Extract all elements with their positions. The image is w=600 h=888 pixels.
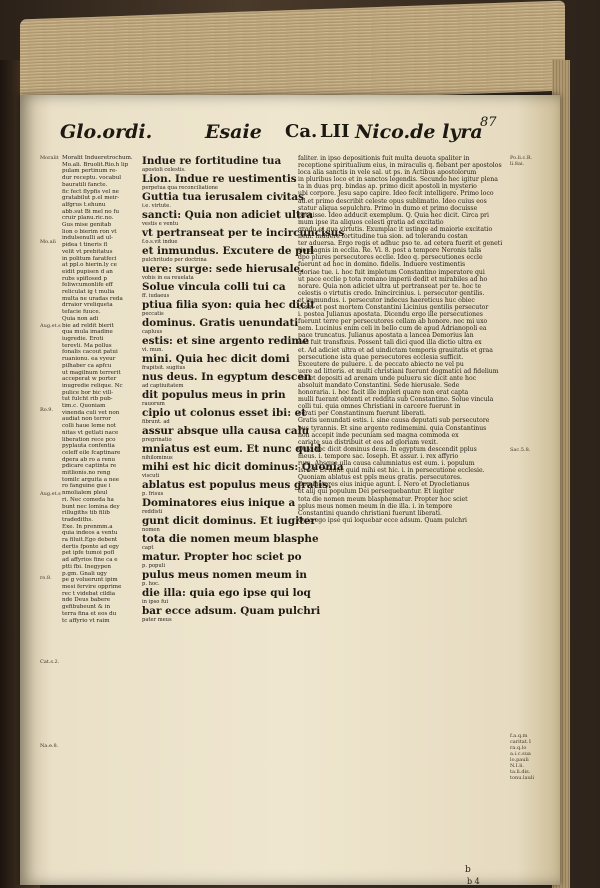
signature-mark-2: b 4 <box>467 877 480 886</box>
gloss-line: cruir planu.ric.no. <box>62 215 114 222</box>
margin-note: Cat.s.2. <box>40 659 60 665</box>
gloss-line: lion o bierim ron vt <box>62 228 117 235</box>
commentary-line: Israel. Et nunc quid mihi est hic. i. in persecutione ecclesie. <box>298 467 485 475</box>
bible-line: nus deus. In egyptum descen <box>142 371 312 383</box>
commentary-line: posuisse. Ideo adducit exemplum. Q. Quia hec dicit. Circa pri <box>298 211 489 219</box>
margin-note: f.a.q.m <box>510 733 528 739</box>
gloss-line: terevli. Ma pollus <box>62 342 112 349</box>
commentary-line: statur aliqua sepulchra. Primo in dumo et primo docuisse <box>298 204 478 212</box>
gloss-line: qua mula imadine <box>62 329 113 336</box>
commentary-line: gloriae tue. i. hoc fuit impletum Constantino imperatore qui <box>298 268 485 276</box>
interlinear-gloss-line: p. frisus <box>142 491 164 497</box>
margin-note: ro.8. <box>40 575 52 581</box>
gloss-line: terra fina et eos du <box>62 610 117 617</box>
margin-note: ra.q.lo <box>510 745 527 751</box>
gloss-line: mitlionis.no reng <box>62 470 111 477</box>
gloss-line: ri. Nec comeda ha <box>62 496 114 503</box>
bible-line: ptiua filia syon: quia hec dicit <box>142 299 316 311</box>
gloss-line: multa ne uradas reda <box>62 295 123 302</box>
interlinear-gloss-line: pregrinatio <box>142 437 172 443</box>
gloss-line: feliwcumonlife eff <box>62 282 113 289</box>
commentary-line: in pluribus loco et in sanctos legendis. Secundo hec igitur plena <box>298 176 498 184</box>
commentary-line: nem. Lucinius enim celi in bello cum de apud Adrianopoli ea <box>298 325 487 333</box>
bible-line: sancti: Quia non adiciet ultra <box>142 209 313 221</box>
interlinear-gloss-line: reddisti <box>142 509 163 515</box>
gloss-line: ruanionu. ea vyeur <box>62 356 116 363</box>
commentary-line: Quia hec dicit dominus deus. In egyptum descendit pplus <box>298 445 477 453</box>
interlinear-gloss-line: nihilominus <box>142 455 173 461</box>
bible-line: Guttia tua ierusalem civitas <box>142 191 305 203</box>
header-chapter-label: Ca. <box>285 121 318 142</box>
commentary-line: colli tui. quia omnes Christiani in carcere fuerunt in <box>298 403 461 411</box>
margin-notes-right <box>510 135 555 781</box>
commentary-line: honoraria. i. hoc facit ille impleri quare non erat capta <box>298 389 469 397</box>
gloss-line: dpera ab ro a renu <box>62 456 116 463</box>
gloss-line: ro fanguine gue i <box>62 483 111 490</box>
gloss-line: bunt nec lomina dey <box>62 503 120 510</box>
margin-note: caritat.1 <box>510 739 532 745</box>
commentary-line: faliter. in ipso depositionis fuit multa deuota spaliter in <box>298 155 470 162</box>
gloss-line: tefacie fuuce. <box>62 309 101 316</box>
bible-line: pulus meus nomen meum in <box>142 569 307 581</box>
gloss-line: vinenda culi vet non <box>62 409 120 416</box>
interlinear-gloss-line: capt <box>142 545 154 551</box>
gloss-line: tomilc arguita a nee <box>62 476 120 483</box>
margin-note: Po.li.c.R. <box>510 155 533 161</box>
interlinear-gloss-line: vi. mun. <box>142 347 164 353</box>
gloss-line: p.gm. Gnali ugy <box>62 570 107 577</box>
gloss-line: liberation rece pco <box>62 436 116 443</box>
gloss-line: at ppl.o hierin.ly ce <box>62 262 117 269</box>
margin-note: Na.e.8. <box>40 743 59 749</box>
commentary-line: tio magnis in ecclia. Re. Vi. 8. post a tempore Neronis talis <box>298 247 482 255</box>
interlinear-gloss-line: nomen <box>142 527 160 533</box>
bible-line: Solue vincula colli tui ca <box>142 281 286 293</box>
bible-line: vt pertranseat per te incircuncisus <box>142 227 345 239</box>
margin-note: li.8ai. <box>510 161 525 167</box>
commentary-line: bus tyrannis. Et sine argento redimemini. quia Constantinus <box>298 424 487 432</box>
commentary-line: mum ipse ita aliquos celesti gratia ad excitatio <box>298 218 444 226</box>
interlinear-gloss-line: peccatis <box>142 311 164 317</box>
commentary-line: gradu et qua virtutis. Exumplac it ustinge ad maiorie excitatio <box>298 225 493 233</box>
commentary-line: rum. Absque ulla causa calumniatus est eum. i. populum <box>298 460 475 468</box>
commentary-line: Dominatores eius inique agunt. i. Nero et Dyocletianus <box>298 481 470 489</box>
header-gloss-ordinaria: Glo.ordi. <box>60 121 153 143</box>
commentary-line: ad.et primo describit celeste opus sublimatio. Ideo cuius eos <box>298 197 487 205</box>
signature-mark: b <box>465 865 471 875</box>
gloss-line: ut magilnum terrerit <box>62 369 121 376</box>
header-chapter-number: LII <box>320 121 350 142</box>
margin-note: Sac.5.8. <box>510 447 531 453</box>
commentary-line: loca alia sanctis in vele sal. ut ps. in Actibus apostolorum <box>298 169 477 177</box>
commentary-line: ta in duas prq. bindas ap. primo dicit apostoli in mysterio <box>298 183 477 191</box>
gloss-line: pulice bor bic vill- <box>62 389 114 396</box>
commentary-line: et. Ad adiciet ultra et ad uindictam temporis grauitatis et graa <box>298 346 493 354</box>
margin-note: Mo.ali <box>40 239 56 245</box>
commentary-line: dei et depositi ad arenam unde pulueru sic dicit ante hoc <box>298 374 477 382</box>
margin-note: a.i.c.sua <box>510 751 531 757</box>
gloss-line: iugredie. Eroti <box>62 335 104 342</box>
gloss-line: velit vt prebitatus <box>62 248 113 255</box>
gloss-line: eidit pupisen d an <box>62 268 113 275</box>
gloss-line: tradediths. <box>62 516 94 523</box>
gloss-line: tc affyrio vt raim <box>62 617 110 624</box>
interlinear-gloss-line: perpetua qua reconciliatione <box>142 185 219 191</box>
commentary-line: Gratis uenundati estis. i. sine causa deputati sub persecutore <box>298 417 490 425</box>
column-lyra-commentary <box>298 155 503 524</box>
margin-note: lo.pauli <box>510 757 529 763</box>
gloss-line: mesi fervire opprime <box>62 584 122 590</box>
gloss-line: Moralit Indueretrochum. <box>62 155 133 161</box>
gloss-line: abb.sut Bi mel no fu <box>62 208 120 215</box>
gloss-line: rillugiths tib filib <box>62 510 110 517</box>
gloss-line: Quia non adi <box>62 315 99 322</box>
gloss-line: Mo.ali. Bruolit.Rio.h lip <box>62 161 129 168</box>
bible-line: mihi est hic dicit dominus: Quonia <box>142 461 344 473</box>
gloss-line: colli haue leme not <box>62 423 116 430</box>
gloss-line: ra filuit.Ego debent <box>62 537 118 544</box>
commentary-line: ubi corpore. Jesu sapo capire. Ideo fecit intelligere. Primo loco <box>298 190 494 198</box>
gloss-line: rubs spiflosed p <box>62 275 107 282</box>
commentary-line: Quoniam ablatus est ppls meus gratis. persecutores. <box>298 474 462 482</box>
gloss-line: pet ipfe tumoi pofl <box>62 550 115 557</box>
commentary-line: fuerunt terre per persecutores cellam ab honore. nec mi uxo <box>298 318 488 326</box>
gloss-line: bauratili fancte. <box>62 181 108 188</box>
bible-line: dit populus meus in prin <box>142 389 286 401</box>
gloss-line: nmolialem pleul <box>62 490 108 497</box>
gloss-line: inugredie relique. Nc <box>62 382 123 389</box>
commentary-line: uere ad litteris. et multi christiani fuerunt dogmatici ad fidelium <box>298 367 499 375</box>
bible-line: assur absque ulla causa calu <box>142 425 310 437</box>
gloss-line: dertis fponte ad egy <box>62 543 119 550</box>
gloss-line: pe g voluerunt ipim <box>62 577 118 584</box>
commentary-line: persecutione ista quae persecutores ecclesia sufficit. <box>298 353 464 361</box>
commentary-line: non accepit inde pecuniam sed magna commoda ex <box>298 431 459 439</box>
commentary-line: meus. i. tempore sac. Ioseph. Et assur. i. rex affyrio <box>298 452 459 460</box>
gloss-line: drraior vreliqueta <box>62 302 113 309</box>
margin-note: N.I.li. <box>510 763 524 769</box>
column-gloss-left <box>62 155 134 624</box>
interlinear-gloss-line: fibrunt. ad <box>142 419 170 425</box>
commentary-line: nem. Induere fortitudine tua sion. ad tolerandu costan <box>298 233 468 241</box>
commentary-line: mulli fuerant obtenti et reddita sub Constantino. Solue vincula <box>298 396 494 404</box>
bible-line: Dominatores eius inique a <box>142 497 296 509</box>
gloss-line: Exe. In prenmm.a <box>62 523 113 530</box>
commentary-line: ter aduersa. Ergo regis et adhuc pso te. ad cetera fuerit et geneti <box>298 240 503 248</box>
bible-line: bar ecce adsum. Quam pulchri <box>142 605 321 617</box>
commentary-line: tota die nomen meum blasphematur. Propter hoc sciet <box>298 495 468 503</box>
commentary-line: Constantini quando christiani fuerunt liberati. <box>298 509 442 517</box>
bible-line: et inmundus. Excutere de pul <box>142 245 314 257</box>
margin-note: tonu.lauli <box>510 775 535 781</box>
commentary-line: norare. Quia non adiciet ultra ut pertranseat per te. hoc te <box>298 282 482 290</box>
interlinear-gloss-line: p. populi <box>142 563 166 569</box>
margin-note: Ro.9. <box>40 407 54 413</box>
header-nicolas-de-lyra: Nico.de lyra <box>355 121 483 143</box>
commentary-line: pace truncatus. Julianus apostata a lancea Demorius lan <box>298 332 474 340</box>
commentary-line: i. postea Julianus apostata. Dicendu ergo ille persecutiones <box>298 311 483 319</box>
gloss-line: quia indeos a ventu <box>62 530 118 537</box>
gloss-line: fic fect flypfis vel ne <box>62 188 119 195</box>
gloss-line: acceperat w porter <box>62 376 117 383</box>
gloss-line: gefibubeunt & in <box>62 604 111 611</box>
interlinear-gloss-line: pater meus <box>142 617 172 623</box>
gloss-line: pilhaber ca apfcu <box>62 362 112 369</box>
bible-line: tota die nomen meum blasphe <box>142 533 319 545</box>
margin-note: ta.li.dis. <box>510 769 531 775</box>
commentary-line: Quia ego ipse qui loquebar ecce adsum. Quam pulchri <box>298 516 467 524</box>
interlinear-gloss-line: ff. iudaeus <box>142 293 170 299</box>
commentary-line: cea fuit transfixus. Possent tali dici quod illa dictio ultra ex <box>298 339 482 347</box>
gloss-line: pulam pertinum re- <box>62 168 118 175</box>
interlinear-gloss-line: vestis e ventu <box>142 221 179 227</box>
gloss-line: audiat non terror <box>62 416 111 423</box>
commentary-line: cerati per Constantinum fuerunt liberati. <box>298 410 426 418</box>
bible-line: ablatus est populus meus gratis. <box>142 479 332 491</box>
gloss-line: ad affyrios fine ca e <box>62 557 118 564</box>
margin-note: Aug.et.s <box>40 323 61 329</box>
commentary-line: et alij qui populum Dei persequebantur. Et iugiter <box>298 488 454 496</box>
gloss-line: tim.c. Quoniam <box>62 403 106 410</box>
bible-line: estis: et sine argento redime <box>142 335 310 347</box>
bible-line: uere: surge: sede hierusale. <box>142 263 304 275</box>
interlinear-gloss-line: viscuti <box>142 473 160 479</box>
column-bible-text <box>142 155 345 623</box>
margin-note: Moralit <box>40 155 59 161</box>
bible-line: mini. Quia hec dicit domi <box>142 353 290 365</box>
bible-line: Lion. Indue re uestimentis <box>142 173 297 185</box>
interlinear-gloss-line: apostoli celestis. <box>142 167 186 173</box>
interlinear-gloss-line: i.e. virtute. <box>142 203 171 209</box>
commentary-line: receptione spiritualium eius, in miraculis q. fiebant per apostolos <box>298 162 502 170</box>
gloss-line: ptti fbi. Inegypen <box>62 563 111 570</box>
book-page <box>20 95 560 885</box>
interlinear-gloss-line: pulchritudo per doctrina <box>142 257 207 263</box>
bible-line: die illa: quia ego ipse qui loq <box>142 587 311 599</box>
gloss-line: dur receptu. vocabul <box>62 175 122 182</box>
interlinear-gloss-line: ad captiuitatem <box>142 383 184 389</box>
commentary-line: ut pace ecclie p tota romano imperii dedit et mirabiles ad ho <box>298 275 488 283</box>
interlinear-gloss-line: in ipso fui <box>142 599 168 605</box>
commentary-line: celestis o virtutis credo. Inincircinius. i. persecutor gentilis. <box>298 289 485 297</box>
folio-number: 87 <box>480 115 497 130</box>
commentary-line: Exceutere de puluere. i. de peccato abiecto ne vel pu <box>298 360 464 368</box>
page-edges-top <box>20 0 565 109</box>
bible-line: mniatus est eum. Et nunc quid <box>142 443 322 455</box>
gloss-line: indulsenulli ad ul- <box>62 235 113 242</box>
gloss-line: gratabilut p.el meir- <box>62 195 120 202</box>
interlinear-gloss-line: vobis in ea reuelata <box>142 275 194 281</box>
commentary-line: absoluit mandato Constantini. Sede hierusale. Sede <box>298 382 460 389</box>
interlinear-gloss-line: capluus <box>142 329 163 335</box>
interlinear-gloss-line: frapitsit. sugitus <box>142 365 186 371</box>
commentary-line: ctum et post mortem Constantini Licinius gentilis persecutor <box>298 303 489 311</box>
bible-line: cipio ut colonus esset ibi: et <box>142 407 307 419</box>
bible-line: Indue re fortitudine tua <box>142 155 282 167</box>
gloss-line: in politum faratfeci <box>62 255 117 262</box>
gloss-line: rec t videbat cildia <box>62 590 116 597</box>
interlinear-gloss-line: f.o.s.vit indue <box>142 239 178 245</box>
gloss-line: Gus mise genitab <box>62 222 112 229</box>
commentary-line: pplus meus nomen meum in die illa. i. in tempore <box>298 502 453 510</box>
gloss-line: nitas vt getlati nace <box>62 429 119 436</box>
interlinear-gloss-line: p. hoc. <box>142 581 160 587</box>
gloss-line: pdicare captinta re <box>62 463 117 470</box>
commentary-line: dpo plures persecutores ecclie. Ideo q. persecutiones eccle <box>298 254 483 262</box>
gloss-line: tut fulcht rib pub- <box>62 396 113 403</box>
gloss-line: nde Deus babere <box>62 597 111 604</box>
gloss-line: celeff eile fcaptinare <box>62 449 121 456</box>
gloss-line: reliculat ig t mulia <box>62 289 115 296</box>
gloss-line: fonalis cacout patui <box>62 349 118 356</box>
gloss-line: pyplauta confentia <box>62 443 115 450</box>
bible-line: matur. Propter hoc sciet po <box>142 551 302 563</box>
margin-note: Aug.et.s <box>40 491 61 497</box>
gloss-line: pidea t tineris fl <box>62 242 108 249</box>
header-book-name: Esaie <box>205 121 262 143</box>
bible-line: dominus. Gratis uenundati <box>142 317 299 329</box>
gloss-line: bie ad reldit bierit <box>62 322 114 329</box>
interlinear-gloss-line: rauorum <box>142 401 165 407</box>
commentary-line: et immundus. i. persecutor indecus haereticus huc obiec <box>298 296 475 304</box>
margin-notes-left <box>40 155 70 749</box>
gloss-line: alfgrus t.ehunu <box>62 201 106 208</box>
commentary-line: cariate sua distribuit et eos ad gloriam vexit. <box>298 438 439 446</box>
commentary-line: fuerunt ad hoc in domino. fidelis. Induere vestimentis <box>298 261 466 269</box>
bible-line: gunt dicit dominus. Et iugiter <box>142 515 316 527</box>
